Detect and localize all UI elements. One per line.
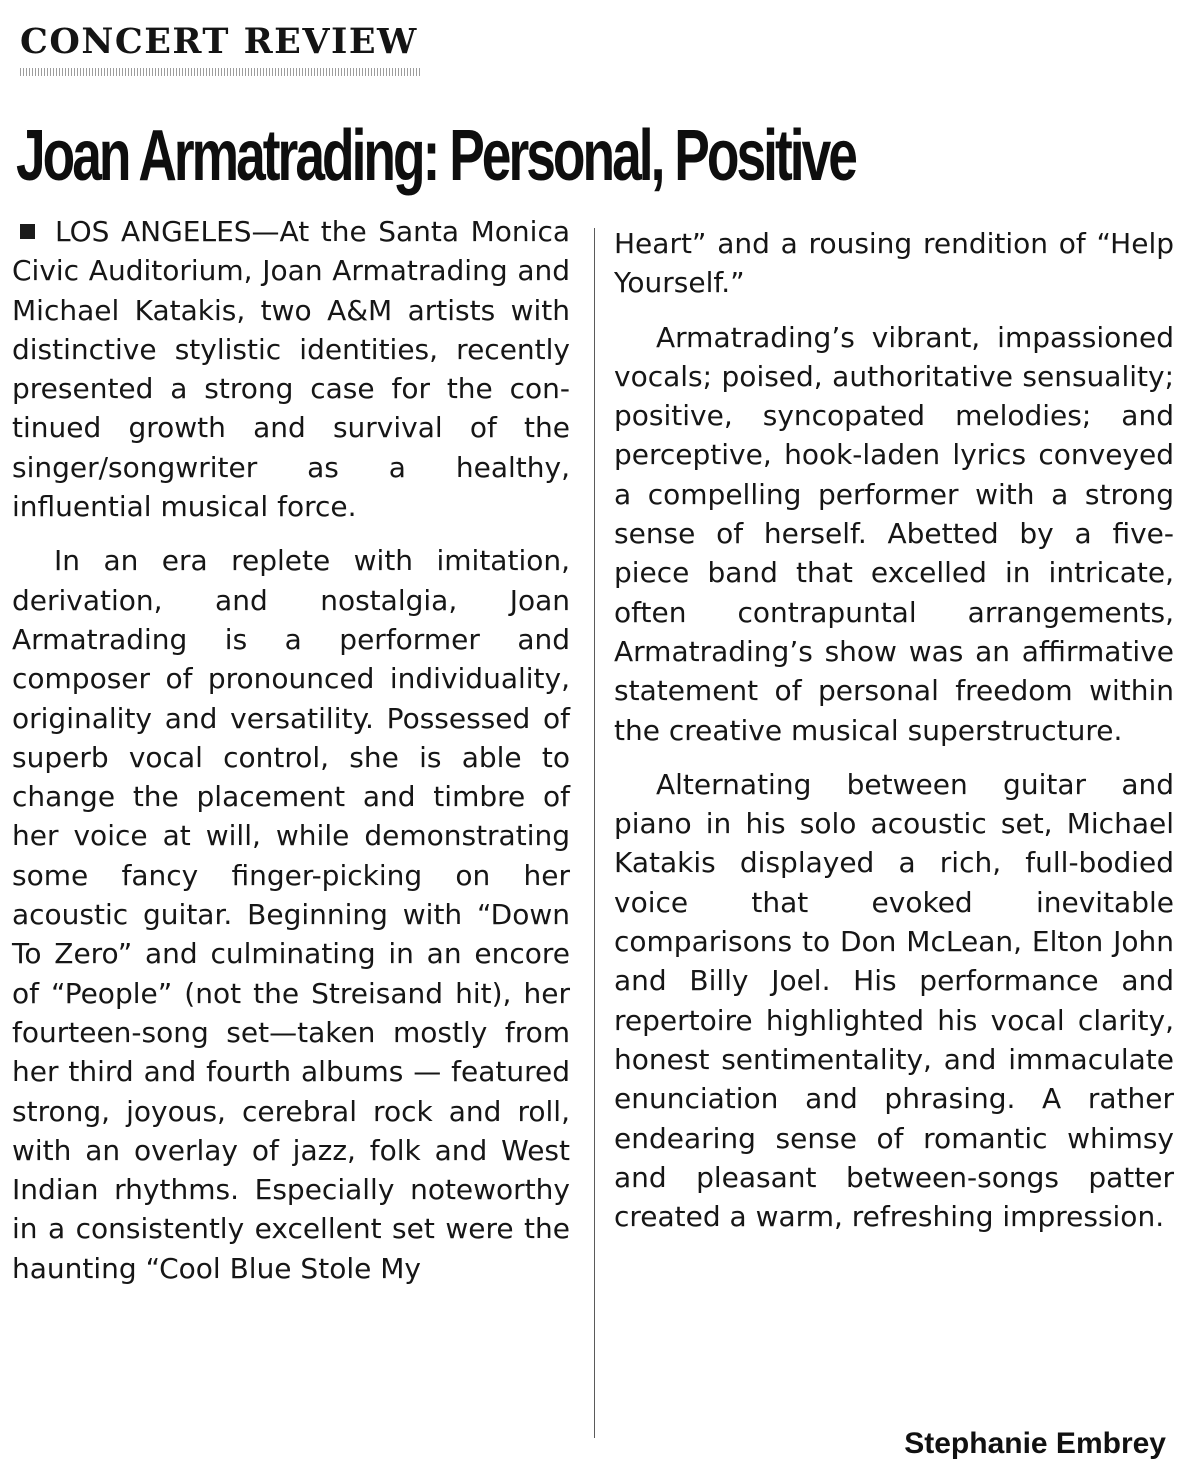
column-divider xyxy=(594,228,595,1438)
article-column-right xyxy=(614,224,1174,1236)
dateline-paragraph-text: LOS ANGELES—At the Santa Monica Civic Auditorium, Joan Armatrading and Michael Katakis, two A&M artists with distinctive stylistic identities, recently presented a strong case for the continued growth and survival of the singer/songwriter as a healthy, influential musical force. xyxy=(12,215,570,524)
article-paragraph: In an era replete with imitation, derivation, and nostalgia, Joan Armatrading is a performer and composer of pronounced individuality, originality and versatility. Possessed of superb vocal control, she is able to change the placement and timbre of her voice at will, while demonstrating some fancy finger-picking on her acoustic guitar. Beginning with “Down To Zero” and culminating in an encore of “People” (not the Streisand hit), her fourteen-song set—taken mostly from her third and fourth albums — featured strong, joyous, cerebral rock and roll, with an overlay of jazz, folk and West Indian rhythms. Especially noteworthy in a consistently excellent set were the haunting “Cool Blue Stole My xyxy=(12,544,570,1285)
article-column-left xyxy=(12,212,570,1288)
article-paragraph: Heart” and a rousing rendition of “Help Yourself.” xyxy=(614,227,1174,300)
headline: Joan Armatrading: Personal, Positive xyxy=(16,116,855,196)
article-paragraph: Armatrading’s vibrant, impassioned vocals; poised, authoritative sensuality; positive, syncopated melodies; and perceptive, hook-laden lyrics conveyed a compelling performer with a strong sense of herself. Abetted by a five-piece band that excelled in intricate, often contrapuntal arrangements, Armatrading’s show was an affirmative statement of personal freedom within the creative musical superstructure. xyxy=(614,320,1174,747)
bullet-icon xyxy=(20,224,35,239)
section-label-rule xyxy=(20,68,422,76)
article-paragraph: Alternating between guitar and piano in his solo acoustic set, Michael Katakis displayed a rich, full-bodied voice that evoked inevitable comparisons to Don McLean, Elton John and Billy Joel. His performance and repertoire highlighted his vocal clarity, honest sentimentality, and immaculate enunciation and phrasing. A rather endearing sense of romantic whimsy and pleasant between-songs patter created a warm, refreshing impression. xyxy=(614,767,1174,1234)
section-label: CONCERT REVIEW xyxy=(20,21,418,62)
article-paragraph xyxy=(12,212,570,526)
author-byline: Stephanie Embrey xyxy=(904,1427,1166,1460)
